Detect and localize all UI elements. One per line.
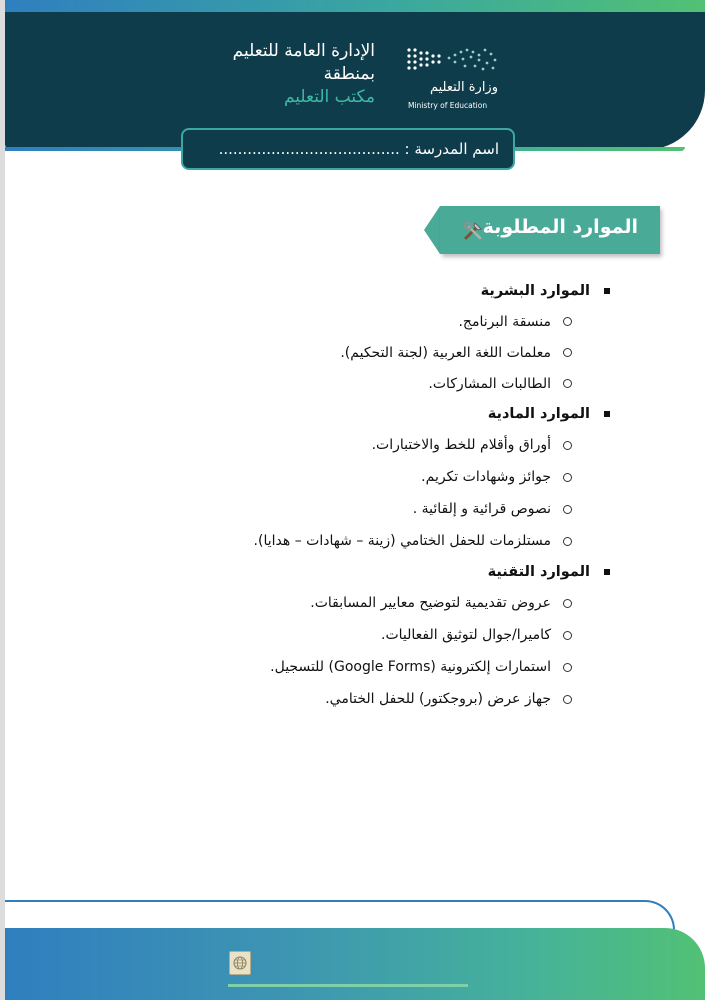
list-item-text: استمارات إلكترونية (Google Forms) للتسجيل. [270,659,551,675]
group-title [90,276,610,306]
circle-bullet-icon [563,663,572,672]
list-item [90,683,610,715]
globe-icon [229,951,251,975]
circle-bullet-icon [563,537,572,546]
group-title-text: الموارد البشرية [480,283,590,299]
circle-bullet-icon [563,695,572,704]
list-item-text: مستلزمات للحفل الختامي (زينة – شهادات – هدايا). [253,533,551,549]
list-item [90,429,610,461]
header-top-bar [5,0,705,12]
circle-bullet-icon [563,631,572,640]
ministry-logo [405,44,500,114]
circle-bullet-icon [563,473,572,482]
list-item-text: جهاز عرض (بروجكتور) للحفل الختامي. [325,691,551,707]
footer-outline [5,900,675,930]
admin-region: بمنطقة [323,64,375,84]
list-item [90,525,610,557]
list-item [90,368,610,399]
resource-group-technical [90,557,610,715]
circle-bullet-icon [563,317,572,326]
section-title: الموارد المطلوبة [482,216,638,238]
list-item-text: كاميرا/جوال لتوثيق الفعاليات. [381,627,551,643]
logo-ministry-english: Ministry of Education [408,101,488,110]
resources-list [90,276,610,715]
square-bullet-icon [604,569,610,575]
list-item-text: الطالبات المشاركات. [428,375,551,392]
admin-office: مكتب التعليم [283,87,375,107]
logo-dots-icon [405,44,500,78]
list-item [90,461,610,493]
group-title-text: الموارد التقنية [487,564,590,580]
circle-bullet-icon [563,599,572,608]
logo-ministry-arabic: وزارة التعليم [429,80,498,95]
list-item-text: عروض تقديمية لتوضيح معايير المسابقات. [310,595,551,611]
list-item-text: منسقة البرنامج. [458,313,551,330]
list-item-text: جوائز وشهادات تكريم. [421,469,551,485]
administration-block [155,40,375,109]
group-title [90,399,610,429]
list-item [90,651,610,683]
list-item [90,493,610,525]
footer-underline [228,984,468,987]
circle-bullet-icon [563,441,572,450]
list-item [90,337,610,368]
list-item [90,619,610,651]
resource-group-human [90,276,610,399]
square-bullet-icon [604,411,610,417]
circle-bullet-icon [563,379,572,388]
list-item-text: معلمات اللغة العربية (لجنة التحكيم). [340,344,551,361]
circle-bullet-icon [563,348,572,357]
list-item-text: أوراق وأقلام للخط والاختبارات. [371,437,551,453]
tools-icon [462,220,484,242]
square-bullet-icon [604,288,610,294]
group-title [90,557,610,587]
list-item [90,587,610,619]
section-heading [424,206,660,258]
admin-title: الإدارة العامة للتعليم [232,41,375,61]
circle-bullet-icon [563,505,572,514]
list-item [90,306,610,337]
page-footer [5,928,705,1000]
school-name-field: اسم المدرسة : ...................................... [181,128,515,170]
resource-group-material [90,399,610,557]
list-item-text: نصوص قرائية و إلقائية . [412,501,551,517]
ribbon-tip [424,206,440,254]
group-title-text: الموارد المادية [487,406,590,422]
